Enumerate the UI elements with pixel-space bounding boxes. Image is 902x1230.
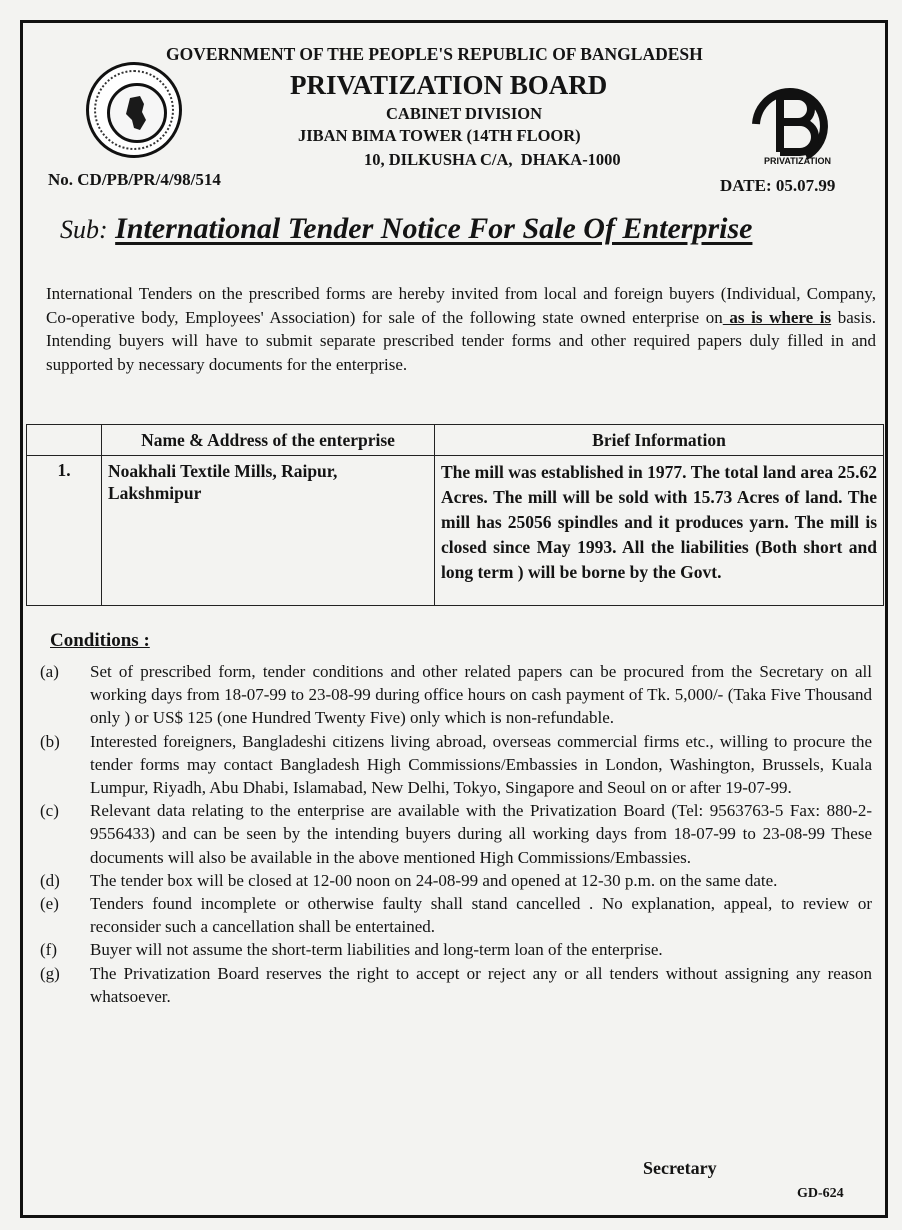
government-seal-icon: [86, 62, 182, 158]
table-header-name: Name & Address of the enterprise: [102, 425, 435, 456]
address-line-1: JIBAN BIMA TOWER (14TH FLOOR): [298, 126, 581, 145]
list-item: [40, 938, 872, 961]
condition-text: The tender box will be closed at 12-00 noon on 24-08-99 and opened at 12-30 p.m. on the same date.: [90, 870, 778, 890]
conditions-heading: Conditions :: [50, 630, 150, 651]
table-row: [27, 456, 884, 606]
government-title: GOVERNMENT OF THE PEOPLE'S REPUBLIC OF BANGLADESH: [166, 44, 703, 64]
list-item: [40, 730, 872, 800]
condition-text: Tenders found incomplete or otherwise faulty shall stand cancelled . No explanation, appeal, to review or reconsider such a cancellation shall be entertained.: [90, 894, 872, 937]
intro-emphasis: as is where is: [722, 307, 832, 327]
condition-text: Buyer will not assume the short-term liabilities and long-term loan of the enterprise.: [90, 940, 663, 960]
condition-label: (b): [40, 731, 60, 751]
condition-label: (d): [40, 870, 60, 890]
condition-label: (a): [40, 662, 59, 681]
enterprise-name: Noakhali Textile Mills, Raipur, Lakshmipur: [102, 456, 435, 606]
footer-code: GD-624: [797, 1186, 844, 1201]
row-number: 1.: [27, 456, 102, 606]
list-item: [40, 799, 872, 869]
condition-text: Interested foreigners, Bangladeshi citizens living abroad, overseas commercial firms etc., willing to procure the tender forms may contact Bangladesh High Commissions/Embassies in London, Washington, Brussels, Kuala Lumpur, Riyadh, Abu Dhabi, Islamabad, New Delhi, Tokyo, Singapore and Seoul on or after 19-07-99.: [90, 731, 872, 798]
notice-date: DATE: 05.07.99: [720, 176, 836, 195]
list-item: [40, 962, 872, 1008]
reference-number: No. CD/PB/PR/4/98/514: [48, 170, 221, 189]
privatization-board-logo-icon: [746, 78, 834, 170]
subject-line: [60, 212, 752, 246]
intro-text-2: basis. Intending buyers will have to submit separate prescribed tender forms and other required papers duly filled in and supported by necessary documents for the enterprise.: [46, 307, 876, 374]
enterprise-table: [26, 424, 884, 606]
address-line-2: 10, DILKUSHA C/A, DHAKA-1000: [364, 150, 621, 169]
division-title: CABINET DIVISION: [386, 104, 543, 123]
subject-title: International Tender Notice For Sale Of Enterprise: [115, 212, 753, 245]
list-item: [40, 892, 872, 938]
board-title: PRIVATIZATION BOARD: [290, 70, 608, 100]
condition-text: The Privatization Board reserves the right to accept or reject any or all tenders without assigning any reason whatsoever.: [90, 963, 872, 1006]
intro-paragraph: [46, 282, 876, 376]
notice-border: [20, 20, 888, 1218]
logo-text: PRIVATIZATION: [764, 156, 831, 166]
table-header-info: Brief Information: [435, 425, 884, 456]
table-header-serial: [27, 425, 102, 456]
condition-label: (g): [40, 963, 60, 983]
condition-label: (f): [40, 940, 57, 960]
condition-label: (e): [40, 894, 59, 914]
conditions-list: [40, 660, 872, 1008]
intro-text-1: International Tenders on the prescribed forms are hereby invited from local and foreign buyers (Individual, Company, Co-operative body, Employees' Association) for sale of the following state owned enterprise on: [46, 284, 876, 327]
condition-text: Set of prescribed form, tender conditions and other related papers can be procured from the Secretary on all working days from 18-07-99 to 23-08-99 during office hours on cash payment of Tk. 5,000/- (Taka Five Thousand only ) or US$ 125 (one Hundred Twenty Five) only which is non-refundable.: [90, 662, 872, 728]
list-item: [40, 869, 872, 892]
condition-label: (c): [40, 801, 59, 821]
condition-text: Relevant data relating to the enterprise are available with the Privatization Board (Tel: 9563763-5 Fax: 880-2-9556433) and can be seen by the intending buyers during all working days from 18-07-99 to 23-08-99 These documents will also be available in the above mentioned High Commissions/Embassies.: [90, 801, 872, 867]
table-header-row: [27, 425, 884, 456]
signature-secretary: Secretary: [643, 1158, 717, 1178]
enterprise-info: The mill was established in 1977. The total land area 25.62 Acres. The mill will be sold with 15.73 Acres of land. The mill has 25056 spindles and it produces yarn. The mill is closed since May 1993. All the liabilities (Both short and long term ) will be borne by the Govt.: [435, 456, 884, 606]
subject-label: Sub:: [60, 215, 108, 244]
list-item: [40, 660, 872, 730]
